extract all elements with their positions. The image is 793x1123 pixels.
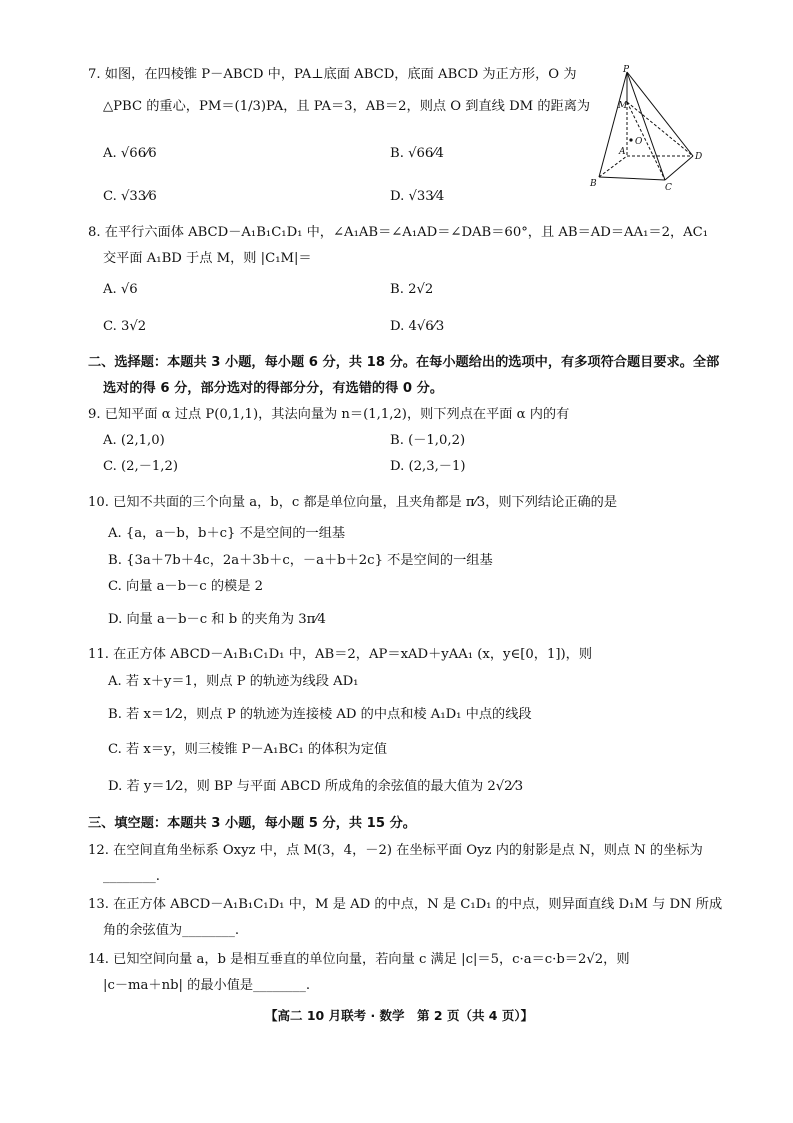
segment-MD [627, 102, 693, 156]
page-footer: 【高二 10 月联考 · 数学 第 2 页（共 4 页）】 [265, 1008, 534, 1023]
q10-option-d: D. 向量 a－b－c 和 b 的夹角为 3π⁄4 [108, 612, 326, 627]
q14-line2: |c－ma＋nb| 的最小值是________. [103, 978, 311, 993]
q12-blank-line: ________. [103, 869, 160, 884]
q8-option-d: D. 4√6⁄3 [390, 319, 445, 334]
edge-BC [599, 177, 665, 180]
section2-line1: 二、选择题：本题共 3 小题，每小题 6 分，共 18 分。在每小题给出的选项中，有多项符合题目要求。全部 [88, 355, 720, 370]
q8-line1: 8. 在平行六面体 ABCD－A₁B₁C₁D₁ 中，∠A₁AB＝∠A₁AD＝∠DAB＝60°，且 AB＝AD＝AA₁＝2，AC₁ [88, 225, 709, 240]
point-O [629, 138, 632, 141]
q8-option-a: A. √6 [103, 282, 138, 297]
section3-heading: 三、填空题：本题共 3 小题，每小题 5 分，共 15 分。 [88, 816, 416, 831]
q7-option-c: C. √33⁄6 [103, 189, 157, 204]
pyramid-figure [585, 62, 710, 192]
label-D: D [695, 152, 703, 162]
q13-line1: 13. 在正方体 ABCD－A₁B₁C₁D₁ 中，M 是 AD 的中点，N 是 C₁D₁ 的中点，则异面直线 D₁M 与 DN 所成 [88, 897, 723, 912]
label-C: C [665, 183, 672, 192]
q7-option-a: A. √66⁄6 [103, 146, 157, 161]
label-P: P [623, 65, 630, 75]
q11-option-a: A. 若 x＋y＝1，则点 P 的轨迹为线段 AD₁ [108, 674, 359, 689]
q8-option-b: B. 2√2 [390, 282, 434, 297]
q7-line1: 7. 如图，在四棱锥 P－ABCD 中，PA⊥底面 ABCD，底面 ABCD 为正方形，O 为 [88, 67, 577, 82]
edge-PB [599, 72, 627, 177]
edge-CD [665, 156, 693, 180]
q13-line2: 角的余弦值为________. [103, 923, 240, 938]
label-M: M [618, 101, 628, 111]
q10-option-b: B. {3a＋7b＋4c，2a＋3b＋c，－a＋b＋2c} 不是空间的一组基 [108, 553, 493, 568]
label-B: B [590, 179, 597, 189]
q11-option-b: B. 若 x＝1⁄2，则点 P 的轨迹为连接棱 AD 的中点和棱 A₁D₁ 中点的线段 [108, 707, 532, 722]
q9-option-c: C. (2,－1,2) [103, 459, 179, 474]
q8-option-c: C. 3√2 [103, 319, 147, 334]
q10-option-c: C. 向量 a－b－c 的模是 2 [108, 579, 263, 594]
label-O: O [635, 137, 643, 147]
section2-line2: 选对的得 6 分，部分选对的得部分分，有选错的得 0 分。 [103, 381, 444, 396]
q14-line1: 14. 已知空间向量 a，b 是相互垂直的单位向量，若向量 c 满足 |c|＝5，c·a＝c·b＝2√2，则 [88, 952, 630, 967]
q8-line2: 交平面 A₁BD 于点 M，则 |C₁M|＝ [103, 251, 312, 266]
q7-option-b: B. √66⁄4 [390, 146, 444, 161]
q11-option-c: C. 若 x＝y，则三棱锥 P－A₁BC₁ 的体积为定值 [108, 742, 388, 757]
q9-option-b: B. (－1,0,2) [390, 433, 466, 448]
q10-line1: 10. 已知不共面的三个向量 a，b，c 都是单位向量，且夹角都是 π⁄3，则下列结论正确的是 [88, 495, 618, 510]
q10-option-a: A. {a，a－b，b＋c} 不是空间的一组基 [108, 526, 346, 541]
q9-option-a: A. (2,1,0) [103, 433, 165, 448]
q11-option-d: D. 若 y＝1⁄2，则 BP 与平面 ABCD 所成角的余弦值的最大值为 2√2⁄3 [108, 779, 524, 794]
q7-line2: △PBC 的重心，PM＝(1/3)PA，且 PA＝3，AB＝2，则点 O 到直线 DM 的距离为 [103, 99, 591, 114]
edge-BA [599, 156, 627, 177]
q9-line1: 9. 已知平面 α 过点 P(0,1,1)，其法向量为 n＝(1,1,2)，则下列点在平面 α 内的有 [88, 407, 570, 422]
q11-line1: 11. 在正方体 ABCD－A₁B₁C₁D₁ 中，AB＝2，AP＝xAD＋yAA₁ (x，y∈[0，1])，则 [88, 647, 593, 662]
q9-option-d: D. (2,3,－1) [390, 459, 466, 474]
label-A: A [619, 147, 626, 157]
q7-option-d: D. √33⁄4 [390, 189, 445, 204]
edge-PC [627, 72, 665, 180]
q12-line1: 12. 在空间直角坐标系 Oxyz 中，点 M(3，4，－2) 在坐标平面 Oyz 内的射影是点 N，则点 N 的坐标为 [88, 843, 703, 858]
pyramid-diagram [585, 62, 710, 192]
